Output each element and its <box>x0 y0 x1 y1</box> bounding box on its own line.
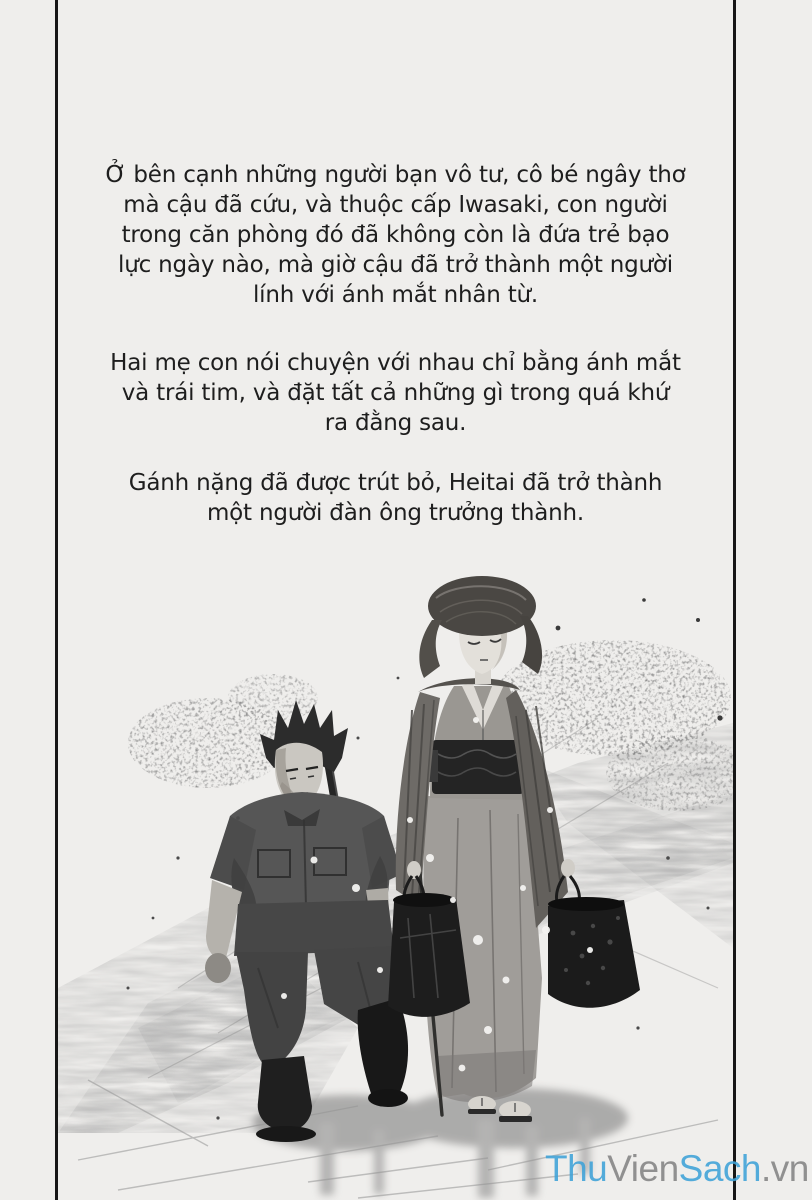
narration-text <box>58 160 733 528</box>
narration-line: Hai mẹ con nói chuyện với nhau chỉ bằng ánh mắt <box>110 350 681 376</box>
manga-illustration <box>58 558 733 1200</box>
watermark-part-thu: Thu <box>545 1148 608 1189</box>
watermark-thuviensach <box>545 1148 809 1190</box>
narration-line: một người đàn ông trưởng thành. <box>206 500 585 526</box>
narration-line: ra đằng sau. <box>324 410 467 436</box>
mother-hair <box>428 576 536 636</box>
obi-sash <box>426 740 524 794</box>
soldier-fist <box>205 953 231 983</box>
narration-paragraph-3 <box>58 468 733 528</box>
watermark-part-vn: .vn <box>761 1148 809 1189</box>
narration-line: lính với ánh mắt nhân từ. <box>252 282 539 308</box>
narration-line: Gánh nặng đã được trút bỏ, Heitai đã trở thành <box>128 470 663 496</box>
watermark-part-vien: Vien <box>607 1148 679 1189</box>
narration-line: và trái tim, và đặt tất cả những gì trong quá khứ <box>121 380 670 406</box>
narration-line: Ở bên cạnh những người bạn vô tư, cô bé ngây thơ <box>105 162 686 188</box>
narration-line: trong căn phòng đó đã không còn là đứa trẻ bạo <box>121 222 670 248</box>
narration-line: mà cậu đã cứu, và thuộc cấp Iwasaki, con người <box>123 192 668 218</box>
narration-line: lực ngày nào, mà giờ cậu đã trở thành một người <box>118 252 673 278</box>
watermark-part-sach: Sach <box>678 1148 761 1189</box>
narration-paragraph-1 <box>58 160 733 310</box>
page-frame-rule-right <box>733 0 736 1200</box>
narration-paragraph-2 <box>58 348 733 438</box>
